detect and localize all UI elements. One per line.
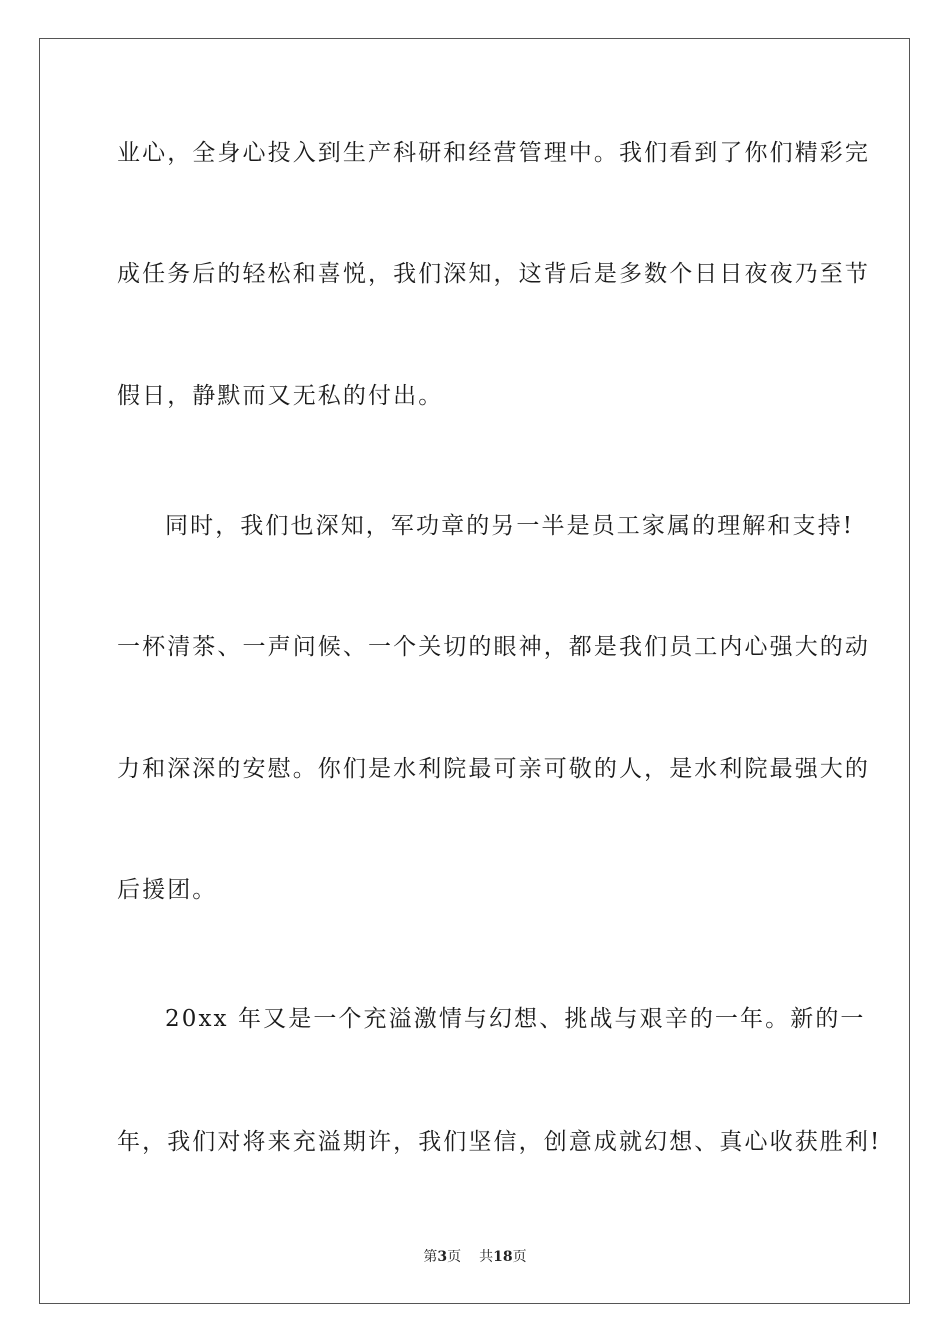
total-suffix: 页 <box>512 1249 527 1265</box>
text-line-7: 后援团。 <box>117 877 218 903</box>
text-line-9: 年，我们对将来充溢期许，我们坚信，创意成就幻想、真心收获胜利! <box>117 1129 882 1155</box>
page-footer <box>0 1248 950 1266</box>
page-suffix: 页 <box>447 1249 462 1265</box>
page-number: 3 <box>437 1249 448 1265</box>
paragraph-start-line: 20xx 年又是一个充溢激情与幻想、挑战与艰辛的一年。新的一 <box>165 1006 866 1032</box>
paragraph-start-line: 同时，我们也深知，军功章的另一半是员工家属的理解和支持! <box>165 513 855 539</box>
total-prefix: 共 <box>479 1249 494 1265</box>
text-line-3: 假日，静默而又无私的付出。 <box>117 383 444 409</box>
total-pages: 18 <box>493 1249 513 1265</box>
text-line-2: 成任务后的轻松和喜悦，我们深知，这背后是多数个日日夜夜乃至节 <box>117 261 870 287</box>
text-line-6: 力和深深的安慰。你们是水利院最可亲可敬的人，是水利院最强大的 <box>117 756 870 782</box>
page-prefix: 第 <box>423 1249 438 1265</box>
text-line-5: 一杯清茶、一声问候、一个关切的眼神，都是我们员工内心强大的动 <box>117 634 870 660</box>
page-border <box>39 38 910 1304</box>
text-line-1: 业心，全身心投入到生产科研和经营管理中。我们看到了你们精彩完 <box>117 140 870 166</box>
